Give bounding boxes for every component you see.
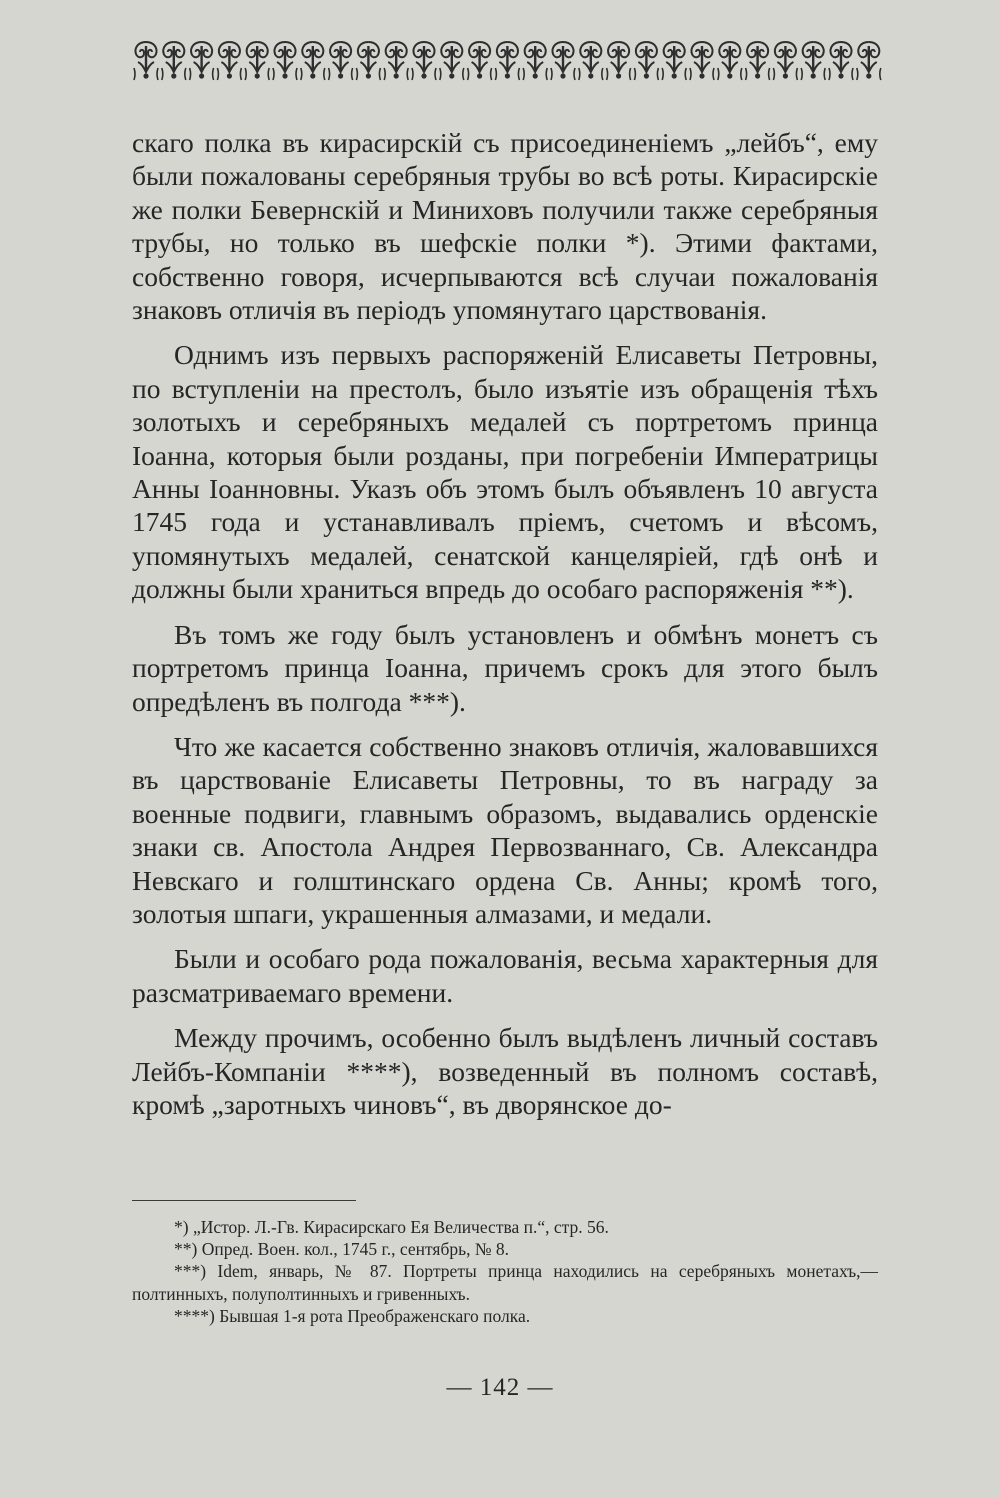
paragraph: Были и особаго рода пожалованія, весьма характерныя для разсматриваемаго времени. (132, 943, 878, 1008)
ornament-motif (134, 42, 158, 80)
ornament-motif (384, 42, 408, 80)
paragraph: Что же касается собственно знаковъ отличія, жаловавшихся въ царствованіе Елисаветы Петровны, то въ награду за военные подвиги, главнымъ образомъ, выдавались орденскіе знаки св. Апостола Андрея Первозваннаго, Св. Александра Невскаго и голштинскаго ордена Св. Анны; кромѣ того, золотыя шпаги, украшенныя алмазами, и медали. (132, 730, 878, 929)
footnotes (132, 1216, 878, 1327)
ornament-motif (579, 42, 603, 80)
ornament-motif (440, 42, 464, 80)
ornament-motif (412, 42, 436, 80)
ornament-motif (468, 42, 492, 80)
footnote: ****) Бывшая 1-я рота Преображенскаго полка. (174, 1305, 531, 1326)
ornament-motif (829, 42, 853, 80)
ornament-motif (245, 42, 269, 80)
footnote: *) „Истор. Л.-Гв. Кирасирскаго Ея Величества п.“, стр. 56. (174, 1217, 609, 1237)
paragraph: Въ томъ же году былъ установленъ и обмѣнъ монетъ съ портретомъ принца Іоанна, причемъ срокъ для этого былъ опредѣленъ въ полгода ***). (132, 618, 878, 717)
ornament-motif (746, 42, 770, 80)
ornament-motif (495, 42, 519, 80)
paragraph: Однимъ изъ первыхъ распоряженій Елисаветы Петровны, по вступленіи на престолъ, было изъятіе изъ обращенія тѣхъ золотыхъ и серебряныхъ медалей съ портретомъ принца Іоанна, которыя были розданы, при погребеніи Императрицы Анны Іоанновны. Указъ объ этомъ былъ объявленъ 10 августа 1745 года и устанавливалъ пріемъ, счетомъ и вѣсомъ, упомянутыхъ медалей, сенатской канцеляріей, гдѣ онѣ и должны были храниться впредь до особаго распоряженія **). (132, 339, 878, 605)
ornament-motif (801, 42, 825, 80)
ornament-motif (301, 42, 325, 80)
footnote: ***) Idem, январь, № 87. Портреты принца находились на серебряныхъ монетахъ,—полтинныхъ, полуполтинныхъ и гривенныхъ. (132, 1261, 878, 1304)
footnote: **) Опред. Воен. кол., 1745 г., сентябрь, № 8. (174, 1239, 510, 1260)
ornament-motif (162, 42, 186, 80)
paragraph: Между прочимъ, особенно былъ выдѣленъ личный составъ Лейбъ-Компаніи ****), возведенный въ полномъ составѣ, кромѣ „заротныхъ чиновъ“, въ дворянское до- (132, 1022, 878, 1120)
page-number: — 142 — (446, 1374, 554, 1401)
ornament-motif (190, 42, 214, 80)
ornament-motif (690, 42, 714, 80)
ornament-motif (356, 42, 380, 80)
ornament-motif (662, 42, 686, 80)
main-text (132, 126, 878, 1133)
ornament-motif (523, 42, 547, 80)
ornament-motif (217, 42, 241, 80)
ornament-motif (857, 42, 881, 80)
ornament-motif (551, 42, 575, 80)
ornament-motif (718, 42, 742, 80)
decorative-header-ornament (132, 40, 884, 82)
ornament-motif (634, 42, 658, 80)
footnote-divider (132, 1200, 356, 1201)
ornament-motif (273, 42, 297, 80)
ornament-motif (607, 42, 631, 80)
ornament-motif (329, 42, 353, 80)
paragraph: скаго полка въ кирасирскій съ присоединеніемъ „лейбъ“, ему были пожалованы серебряныя трубы во всѣ роты. Кирасирскіе же полки Бевернскій и Миниховъ получили также серебряныя трубы, но только въ шефскіе полки *). Этими фактами, собственно говоря, исчерпываются всѣ случаи пожалованія знаковъ отличія въ періодъ упомянутаго царствованія. (132, 127, 878, 326)
ornament-motif (773, 42, 797, 80)
